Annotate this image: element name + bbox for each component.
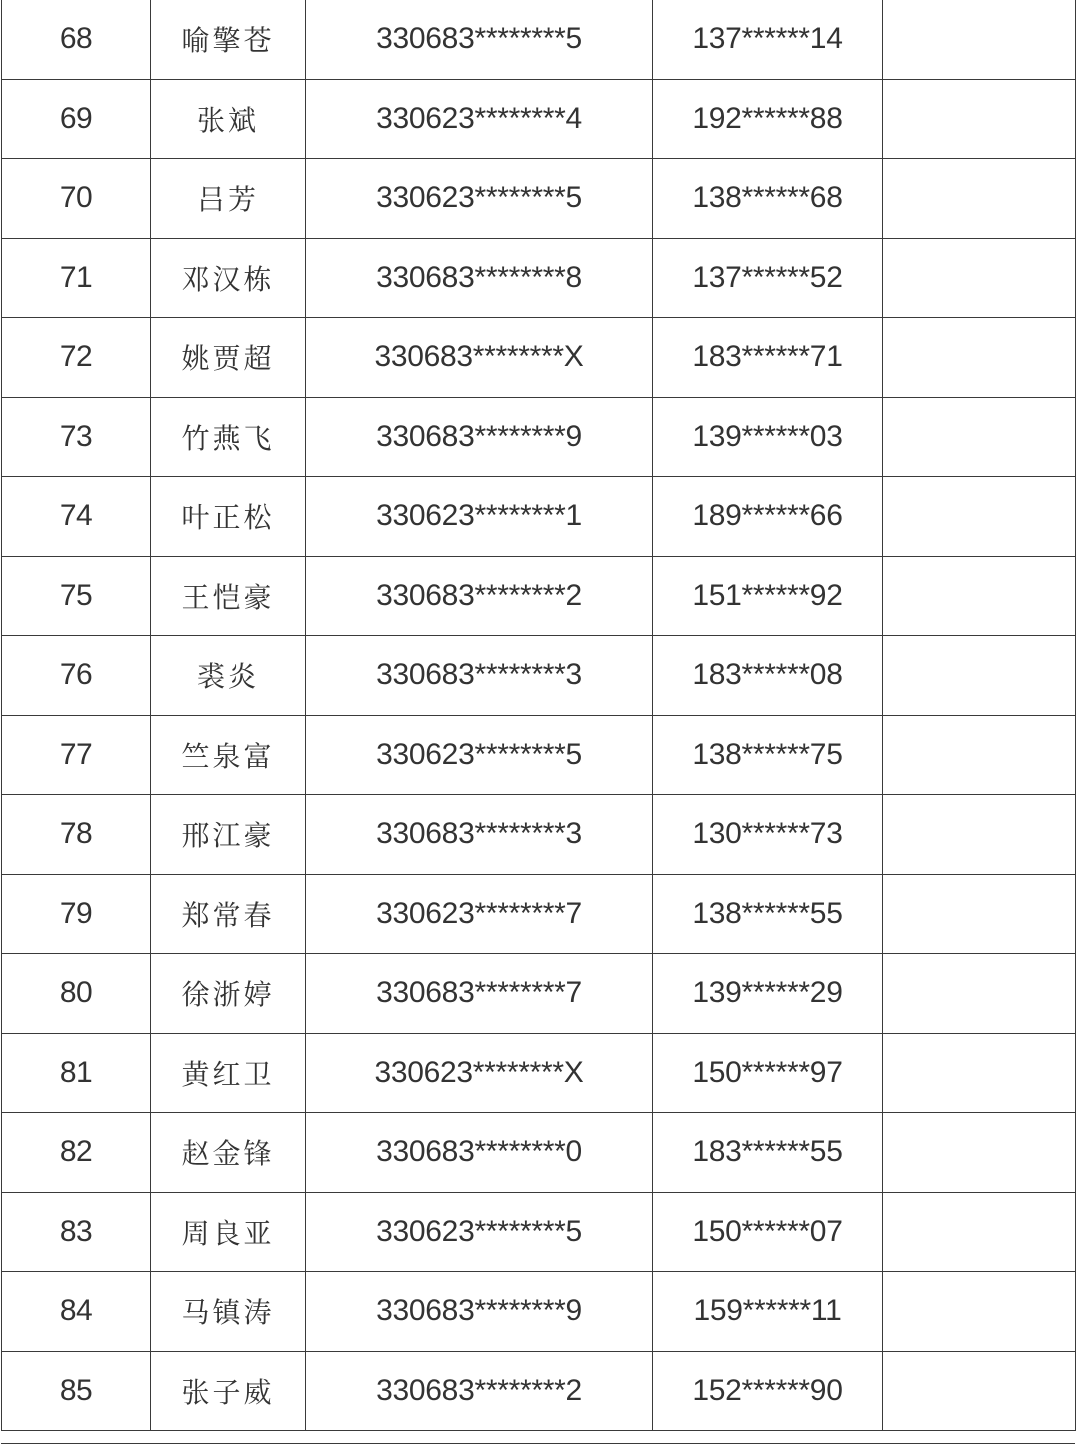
table-row xyxy=(2,1351,1076,1431)
table-row xyxy=(2,477,1076,557)
table-row xyxy=(2,874,1076,954)
remark-cell xyxy=(883,874,1076,954)
table-row-partial xyxy=(1,1443,1075,1450)
name-cell: 叶正松 xyxy=(151,477,306,557)
name-cell: 喻擎苍 xyxy=(151,0,306,79)
row-number-cell: 83 xyxy=(2,1192,151,1272)
remark-cell xyxy=(883,1192,1076,1272)
phone-cell: 159******11 xyxy=(653,1272,883,1352)
phone-cell: 192******88 xyxy=(653,79,883,159)
row-number-cell: 69 xyxy=(2,79,151,159)
phone-cell: 183******55 xyxy=(653,1113,883,1193)
phone-cell: 150******07 xyxy=(653,1192,883,1272)
id-number-cell: 330623********5 xyxy=(306,1192,653,1272)
row-number-cell: 75 xyxy=(2,556,151,636)
row-number-cell: 78 xyxy=(2,795,151,875)
row-number-cell: 71 xyxy=(2,238,151,318)
row-number-cell: 81 xyxy=(2,1033,151,1113)
name-cell: 邓汉栋 xyxy=(151,238,306,318)
table-row xyxy=(2,79,1076,159)
name-cell: 王恺豪 xyxy=(151,556,306,636)
roster-table-body xyxy=(2,0,1076,1431)
remark-cell xyxy=(883,954,1076,1034)
remark-cell xyxy=(883,1033,1076,1113)
id-number-cell: 330623********7 xyxy=(306,874,653,954)
id-number-cell: 330683********3 xyxy=(306,795,653,875)
table-row xyxy=(2,556,1076,636)
table-row xyxy=(2,397,1076,477)
id-number-cell: 330683********8 xyxy=(306,238,653,318)
row-number-cell: 74 xyxy=(2,477,151,557)
row-number-cell: 80 xyxy=(2,954,151,1034)
phone-cell: 183******08 xyxy=(653,636,883,716)
remark-cell xyxy=(883,1113,1076,1193)
table-row xyxy=(2,954,1076,1034)
phone-cell: 139******03 xyxy=(653,397,883,477)
name-cell: 徐浙婷 xyxy=(151,954,306,1034)
row-number-cell: 73 xyxy=(2,397,151,477)
row-number-cell: 70 xyxy=(2,159,151,239)
id-number-cell: 330683********5 xyxy=(306,0,653,79)
name-cell: 黄红卫 xyxy=(151,1033,306,1113)
name-cell: 周良亚 xyxy=(151,1192,306,1272)
remark-cell xyxy=(883,636,1076,716)
id-number-cell: 330683********2 xyxy=(306,556,653,636)
remark-cell xyxy=(883,79,1076,159)
remark-cell xyxy=(883,397,1076,477)
table-row xyxy=(2,1272,1076,1352)
id-number-cell: 330683********9 xyxy=(306,1272,653,1352)
row-number-cell: 77 xyxy=(2,715,151,795)
table-row xyxy=(2,0,1076,79)
row-number-cell: 72 xyxy=(2,318,151,398)
table-row xyxy=(2,1113,1076,1193)
id-number-cell: 330683********3 xyxy=(306,636,653,716)
name-cell: 张斌 xyxy=(151,79,306,159)
name-cell: 马镇涛 xyxy=(151,1272,306,1352)
table-row xyxy=(2,795,1076,875)
name-cell: 张子威 xyxy=(151,1351,306,1431)
id-number-cell: 330683********0 xyxy=(306,1113,653,1193)
remark-cell xyxy=(883,318,1076,398)
name-cell: 吕芳 xyxy=(151,159,306,239)
remark-cell xyxy=(883,1351,1076,1431)
roster-table xyxy=(1,0,1076,1431)
table-row xyxy=(2,636,1076,716)
remark-cell xyxy=(883,0,1076,79)
name-cell: 姚贾超 xyxy=(151,318,306,398)
id-number-cell: 330623********4 xyxy=(306,79,653,159)
phone-cell: 138******55 xyxy=(653,874,883,954)
id-number-cell: 330623********1 xyxy=(306,477,653,557)
row-number-cell: 68 xyxy=(2,0,151,79)
remark-cell xyxy=(883,159,1076,239)
name-cell: 邢江豪 xyxy=(151,795,306,875)
phone-cell: 138******68 xyxy=(653,159,883,239)
id-number-cell: 330623********X xyxy=(306,1033,653,1113)
phone-cell: 139******29 xyxy=(653,954,883,1034)
id-number-cell: 330683********X xyxy=(306,318,653,398)
remark-cell xyxy=(883,238,1076,318)
name-cell: 竹燕飞 xyxy=(151,397,306,477)
remark-cell xyxy=(883,477,1076,557)
phone-cell: 189******66 xyxy=(653,477,883,557)
row-number-cell: 79 xyxy=(2,874,151,954)
remark-cell xyxy=(883,715,1076,795)
remark-cell xyxy=(883,556,1076,636)
phone-cell: 152******90 xyxy=(653,1351,883,1431)
id-number-cell: 330683********2 xyxy=(306,1351,653,1431)
id-number-cell: 330683********7 xyxy=(306,954,653,1034)
phone-cell: 130******73 xyxy=(653,795,883,875)
row-number-cell: 76 xyxy=(2,636,151,716)
phone-cell: 151******92 xyxy=(653,556,883,636)
row-number-cell: 84 xyxy=(2,1272,151,1352)
phone-cell: 137******14 xyxy=(653,0,883,79)
table-row xyxy=(2,1033,1076,1113)
phone-cell: 183******71 xyxy=(653,318,883,398)
row-number-cell: 85 xyxy=(2,1351,151,1431)
name-cell: 裘炎 xyxy=(151,636,306,716)
name-cell: 竺泉富 xyxy=(151,715,306,795)
id-number-cell: 330623********5 xyxy=(306,715,653,795)
table-row xyxy=(2,1192,1076,1272)
row-number-cell: 82 xyxy=(2,1113,151,1193)
table-row xyxy=(2,318,1076,398)
remark-cell xyxy=(883,795,1076,875)
phone-cell: 150******97 xyxy=(653,1033,883,1113)
phone-cell: 137******52 xyxy=(653,238,883,318)
id-number-cell: 330623********5 xyxy=(306,159,653,239)
table-row xyxy=(2,238,1076,318)
phone-cell: 138******75 xyxy=(653,715,883,795)
name-cell: 郑常春 xyxy=(151,874,306,954)
id-number-cell: 330683********9 xyxy=(306,397,653,477)
table-row xyxy=(2,715,1076,795)
remark-cell xyxy=(883,1272,1076,1352)
table-row xyxy=(2,159,1076,239)
name-cell: 赵金锋 xyxy=(151,1113,306,1193)
